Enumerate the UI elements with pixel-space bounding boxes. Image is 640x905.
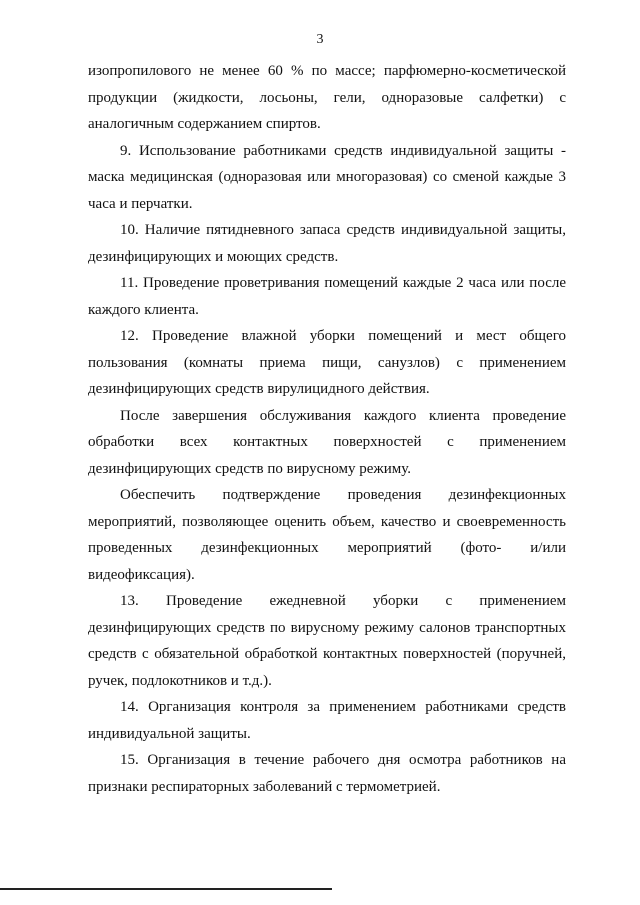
page-number: 3 xyxy=(316,32,324,47)
paragraph-item-11: 11. Проведение проветривания помещений каждые 2 часа или после каждого клиента. xyxy=(88,275,566,318)
paragraph-continuation: изопропилового не менее 60 % по массе; парфюмерно-косметической продукции (жидкости, лосьоны, гели, одноразовые салфетки) с аналогичным содержанием спиртов. xyxy=(88,63,566,132)
paragraph-ensure-confirmation: Обеспечить подтверждение проведения дезинфекционных мероприятий, позволяющее оценить объем, качество и своевременность проведенных дезинфекционных мероприятий (фото- и/или видеофиксация). xyxy=(88,487,566,583)
paragraph-item-13: 13. Проведение ежедневной уборки с применением дезинфицирующих средств по вирусному режиму салонов транспортных средств с обязательной обработкой контактных поверхностей (поручней, ручек, подлокотников и т.д.). xyxy=(88,593,566,689)
paragraph-item-15: 15. Организация в течение рабочего дня осмотра работников на признаки респираторных заболеваний с термометрией. xyxy=(88,752,566,795)
paragraph-item-14: 14. Организация контроля за применением работниками средств индивидуальной защиты. xyxy=(88,699,566,742)
paragraph-item-9: 9. Использование работниками средств индивидуальной защиты - маска медицинская (одноразовая или многоразовая) со сменой каждые 3 часа и перчатки. xyxy=(88,142,566,212)
paragraph-item-12: 12. Проведение влажной уборки помещений и мест общего пользования (комнаты приема пищи, санузлов) с применением дезинфицирующих средств вирулицидного действия. xyxy=(88,328,566,397)
paragraph-item-10: 10. Наличие пятидневного запаса средств индивидуальной защиты, дезинфицирующих и моющих средств. xyxy=(88,222,566,265)
paragraph-after-service: После завершения обслуживания каждого клиента проведение обработки всех контактных поверхностей с применением дезинфицирующих средств по вирусному режиму. xyxy=(88,407,566,477)
page-bottom-rule xyxy=(0,888,332,890)
document-body xyxy=(88,58,566,800)
